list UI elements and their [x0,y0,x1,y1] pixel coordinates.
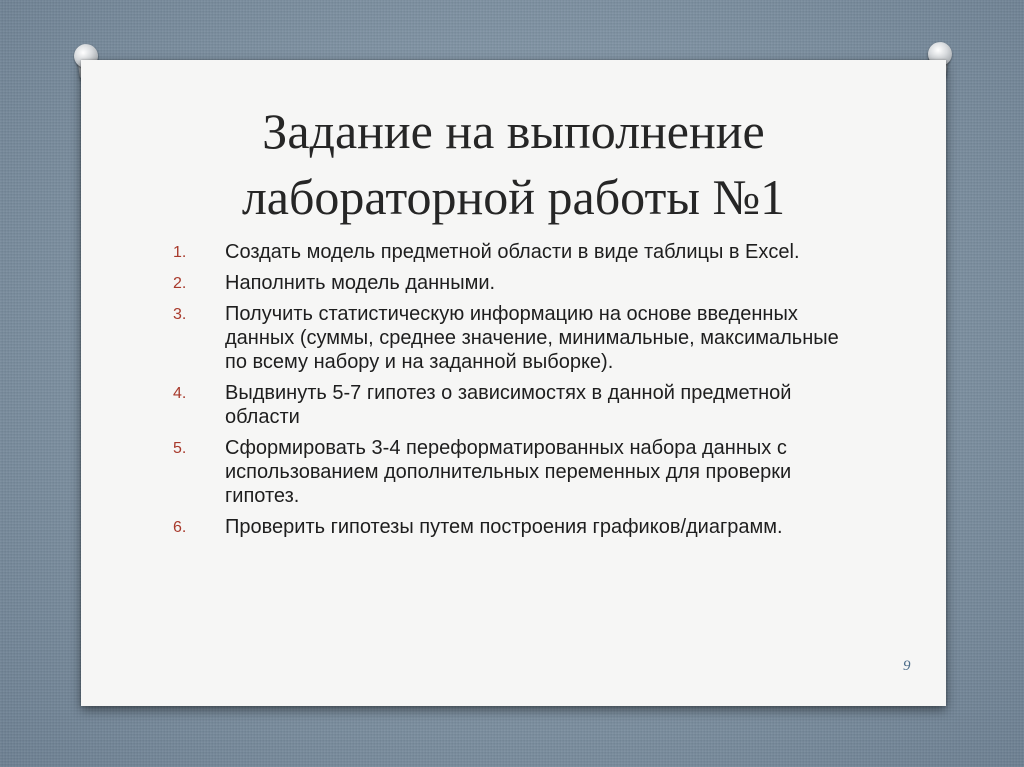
task-number: 1. [173,244,187,261]
task-item-3 [173,302,853,374]
task-number: 6. [173,519,187,536]
task-list [173,240,853,546]
slide-title [81,98,946,230]
task-number: 2. [173,275,187,292]
task-text: Проверить гипотезы путем построения графиков/диаграмм. [225,516,783,538]
slide-title-line-1: Задание на выполнение [262,103,765,159]
task-text: Сформировать 3-4 переформатированных набора данных с использованием дополнительных переменных для проверки гипотез. [225,437,792,507]
slide-title-line-2: лабораторной работы №1 [241,169,786,225]
slide-card [81,60,946,706]
task-item-1 [173,240,853,264]
task-item-4 [173,381,853,429]
slide-page-number: 9 [903,658,911,674]
task-text: Создать модель предметной области в виде таблицы в Excel. [225,241,800,263]
task-number: 3. [173,306,187,323]
task-text: Получить статистическую информацию на основе введенных данных (суммы, среднее значение, минимальные, максимальные по всему набору и на заданной выборке). [225,303,839,373]
task-item-6 [173,515,853,539]
task-number: 5. [173,440,187,457]
task-number: 4. [173,385,187,402]
task-item-2 [173,271,853,295]
task-text: Выдвинуть 5-7 гипотез о зависимостях в данной предметной области [225,382,792,428]
task-text: Наполнить модель данными. [225,272,496,294]
task-item-5 [173,436,853,508]
